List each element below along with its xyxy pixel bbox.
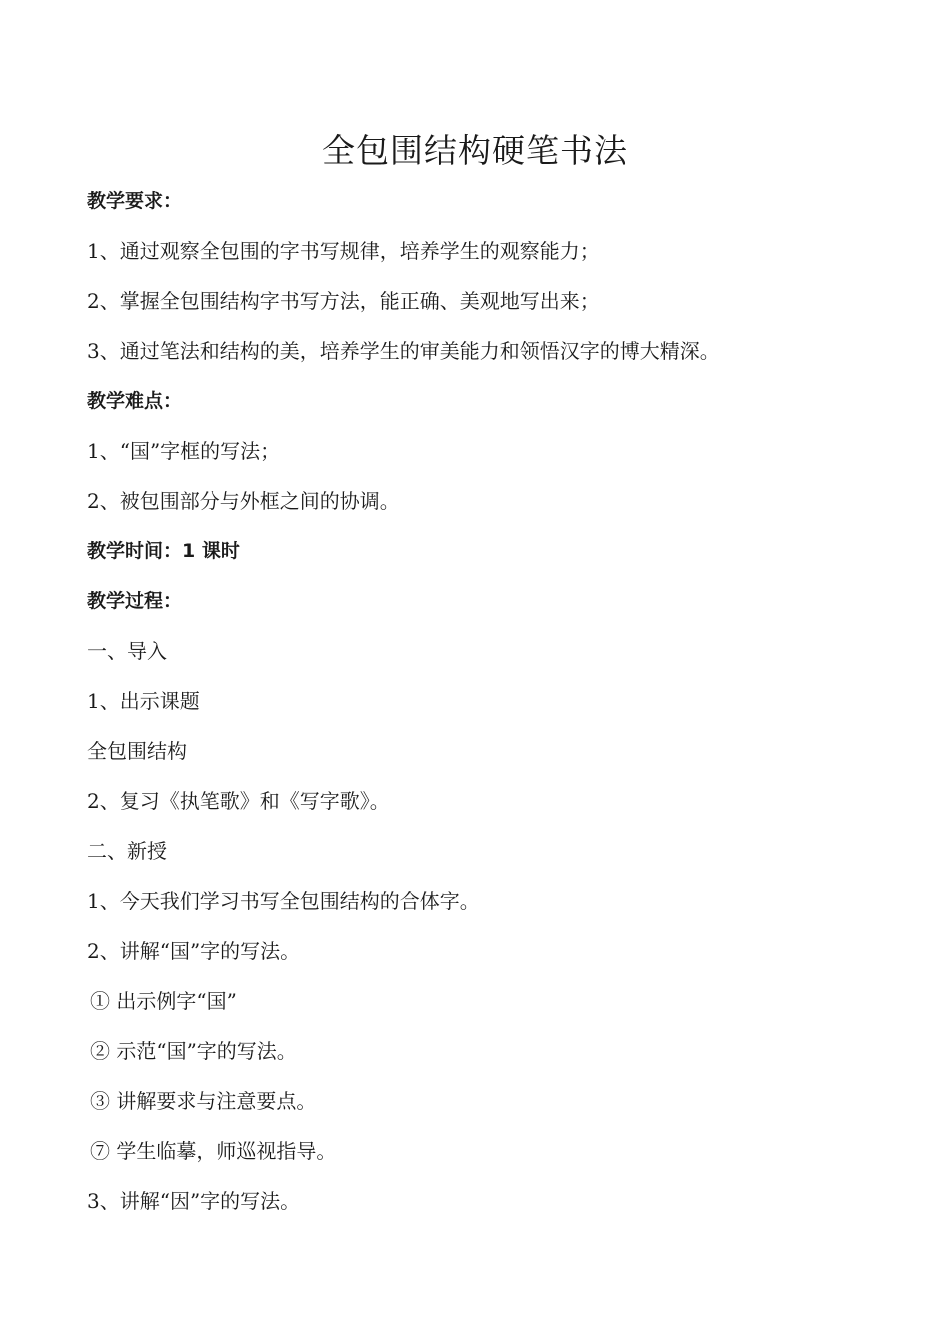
intro-item-2: 2、复习《执笔歌》和《写字歌》。 xyxy=(87,789,390,813)
difficulty-item-2: 2、被包围部分与外框之间的协调。 xyxy=(87,489,400,513)
difficulty-item-1: 1、“国”字框的写法； xyxy=(87,439,281,463)
lesson-item-2: 2、讲解“国”字的写法。 xyxy=(87,939,301,963)
section-introduction: 一、导入 xyxy=(87,639,167,663)
intro-item-1: 1、出示课题 xyxy=(87,689,200,713)
lesson-substep-3: ③ 讲解要求与注意要点。 xyxy=(90,1089,317,1113)
intro-subtitle: 全包围结构 xyxy=(87,739,187,763)
heading-teaching-process: 教学过程： xyxy=(87,590,183,612)
heading-teaching-requirements: 教学要求： xyxy=(87,190,183,212)
section-new-lesson: 二、新授 xyxy=(87,839,167,863)
document-title: 全包围结构硬笔书法 xyxy=(322,131,628,170)
requirement-item-3: 3、通过笔法和结构的美，培养学生的审美能力和领悟汉字的博大精深。 xyxy=(87,339,720,363)
lesson-item-1: 1、今天我们学习书写全包围结构的合体字。 xyxy=(87,889,480,913)
heading-teaching-time: 教学时间：1 课时 xyxy=(87,540,240,562)
requirement-item-2: 2、掌握全包围结构字书写方法，能正确、美观地写出来； xyxy=(87,289,600,313)
lesson-substep-1: ① 出示例字“国” xyxy=(90,989,237,1013)
lesson-substep-7: ⑦ 学生临摹，师巡视指导。 xyxy=(90,1139,337,1163)
document-body xyxy=(87,184,907,1234)
requirement-item-1: 1、通过观察全包围的字书写规律，培养学生的观察能力； xyxy=(87,239,600,263)
lesson-substep-2: ② 示范“国”字的写法。 xyxy=(90,1039,297,1063)
lesson-item-3: 3、讲解“因”字的写法。 xyxy=(87,1189,301,1213)
heading-teaching-difficulties: 教学难点： xyxy=(87,390,183,412)
